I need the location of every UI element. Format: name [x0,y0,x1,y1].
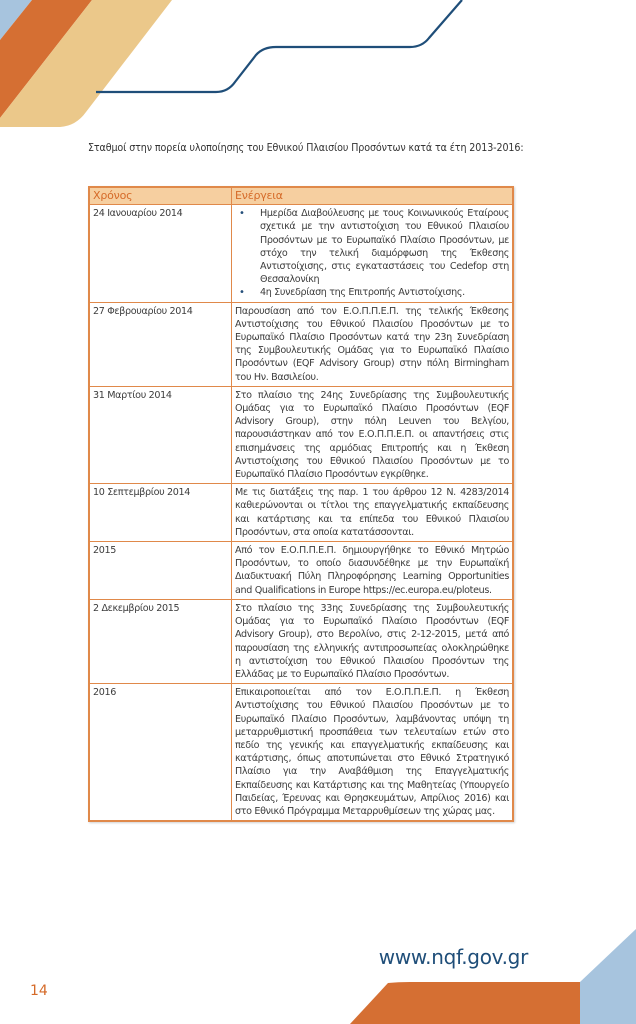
row-action: Επικαιροποιείται από τον Ε.Ο.Π.Π.Ε.Π. η Έκθεση Αντιστοίχισης του Εθνικού Πλαισίου Προσόντων με το Ευρωπαϊκό Πλαίσιο Προσόντων, λαμβάνοντας υπόψη τη μεταρρυθμιστική προσπάθεια των τελευταίων ετών στο πεδίο της γενικής και επαγγελματικής εκπαίδευσης και κατάρτισης, όπως αποτυπώνεται στο Εθνικό Στρατηγικό Πλαίσιο για την Αναβάθμιση της Επαγγελματικής Εκπαίδευσης και Κατάρτισης και της Μαθητείας (Υπουργείο Παιδείας, Έρευνας και Θρησκευμάτων, Απρίλιος 2016) και στο Εθνικό Πρόγραμμα Μεταρρυθμίσεων της χώρας μας. [232,684,514,822]
table-row [89,684,513,822]
row-action: Με τις διατάξεις της παρ. 1 του άρθρου 12 Ν. 4283/2014 καθιερώνονται οι τίτλοι της επαγγελματικής εκπαίδευσης και κατάρτισης και τα επίπεδα του Εθνικού Πλαισίου Προσόντων, στα οποία κατατάσσονται. [232,484,514,542]
bullet-item [235,286,509,299]
row-date: 2015 [89,542,232,600]
table-row [89,302,513,386]
blue-footer-shape [580,929,636,1024]
blue-stripe-shape [0,0,32,40]
row-date: 10 Σεπτεμβρίου 2014 [89,484,232,542]
row-action: Παρουσίαση από τον Ε.Ο.Π.Π.Ε.Π. της τελικής Έκθεσης Αντιστοίχισης του Εθνικού Πλαισίου Προσόντων με το Ευρωπαϊκό Πλαίσιο Προσόντων κατά την 23η Συνεδρίαση της Συμβουλευτικής Ομάδας για το Ευρωπαϊκό Πλαίσιο Προσόντων (EQF Advisory Group) στην πόλη Birmingham του Ην. Βασιλείου. [232,302,514,386]
table-row [89,205,513,302]
bullet-icon: • [239,287,245,299]
table-header-row [89,187,513,205]
row-date: 24 Ιανουαρίου 2014 [89,205,232,302]
row-action: Στο πλαίσιο της 33ης Συνεδρίασης της Συμβουλευτικής Ομάδας για το Ευρωπαϊκό Πλαίσιο Προσόντων (EQF Advisory Group), στο Βερολίνο, στις 2-12-2015, μετά από παρουσίαση της ελληνικής αντιπροσωπείας ολοκληρώθηκε η αντιστοίχιση του Εθνικού Πλαισίου Προσόντων της Ελλάδας με το Ευρωπαϊκό Πλαίσιο Προσόντων. [232,599,514,683]
row-action: Από τον Ε.Ο.Π.Π.Ε.Π. δημιουργήθηκε το Εθνικό Μητρώο Προσόντων, το οποίο διασυνδέθηκε με την Ευρωπαϊκή Διαδικτυακή Πύλη Πληροφόρησης Learning Opportunities and Qualifications in Europe https://ec.europa.eu/ploteus. [232,542,514,600]
table-row [89,599,513,683]
table-row [89,484,513,542]
bullet-list [235,207,509,299]
navy-line-shape [96,0,462,92]
orange-footer-shape [350,982,580,1024]
row-action: Στο πλαίσιο της 24ης Συνεδρίασης της Συμβουλευτικής Ομάδας για το Ευρωπαϊκό Πλαίσιο Προσόντων (EQF Advisory Group), στην πόλη Leuven του Βελγίου, παρουσιάστηκαν από τον Ε.Ο.Π.Π.Ε.Π. οι απαντήσεις στις επισημάνσεις της αρμόδιας Επιτροπής και η Έκθεση Αντιστοίχισης του Εθνικού Πλαισίου Προσόντων με το Ευρωπαϊκό Πλαίσιο Προσόντων εγκρίθηκε. [232,386,514,483]
column-header-year: Χρόνος [89,187,232,205]
table-row [89,386,513,483]
intro-paragraph: Σταθμοί στην πορεία υλοποίησης του Εθνικού Πλαισίου Προσόντων κατά τα έτη 2013-2016: [88,142,524,154]
sand-stripe-shape [0,0,172,127]
timeline-table [88,186,514,822]
bullet-text: Ημερίδα Διαβούλευσης με τους Κοινωνικούς Εταίρους σχετικά με την αντιστοίχιση του Εθνικού Πλαισίου Προσόντων με το Ευρωπαϊκό Πλαίσιο Προσόντων, με στόχο την τελική διαμόρφωση της Έκθεσης Αντιστοίχισης, στις εγκαταστάσεις του Cedefop στη Θεσσαλονίκη [260,208,509,286]
bullet-icon: • [239,208,245,220]
bullet-item [235,207,509,286]
header-decoration [0,0,636,130]
orange-stripe-shape [0,0,92,118]
row-date: 31 Μαρτίου 2014 [89,386,232,483]
column-header-action: Ενέργεια [232,187,514,205]
website-link[interactable]: www.nqf.gov.gr [378,945,528,969]
table-row [89,542,513,600]
row-date: 27 Φεβρουαρίου 2014 [89,302,232,386]
row-date: 2016 [89,684,232,822]
row-date: 2 Δεκεμβρίου 2015 [89,599,232,683]
page-number: 14 [30,983,48,999]
bullet-text: 4η Συνεδρίαση της Επιτροπής Αντιστοίχισης. [260,287,465,299]
row-action [232,205,514,302]
